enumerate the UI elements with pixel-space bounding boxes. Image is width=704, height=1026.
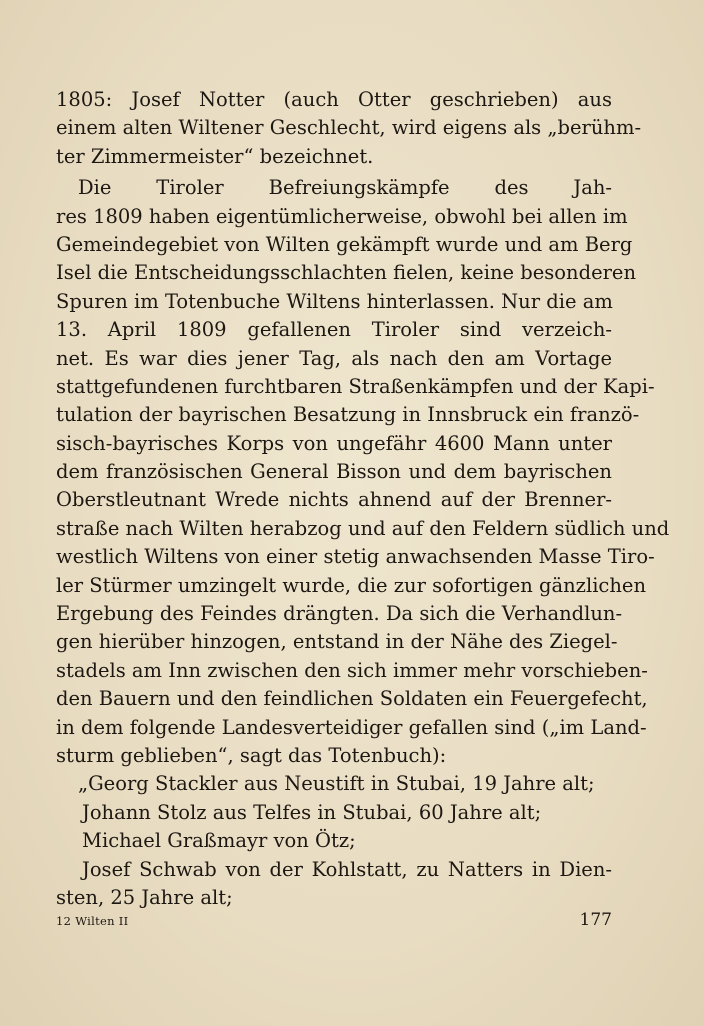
quote-line: sten, 25 Jahre alt;: [56, 885, 233, 909]
text-line: Isel die Entscheidungsschlachten fielen, keine besonderen: [56, 261, 637, 285]
quote-line: Michael Graßmayr von Ötz;: [82, 829, 356, 853]
text-line: 1805: Josef Notter (auch Otter geschrieben) aus: [56, 88, 612, 111]
text-line: einem alten Wiltener Geschlecht, wird eigens als „berühm-: [56, 116, 642, 140]
text-line: Ergebung des Feindes drängten. Da sich die Verhandlun-: [56, 602, 623, 626]
text-line: res 1809 haben eigentümlicherweise, obwohl bei allen im: [56, 204, 628, 228]
text-line: tulation der bayrischen Besatzung in Innsbruck ein franzö-: [56, 403, 640, 427]
text-line: Spuren im Totenbuche Wiltens hinterlassen. Nur die am: [56, 289, 613, 313]
text-line: ler Stürmer umzingelt wurde, die zur sofortigen gänzlichen: [56, 573, 647, 597]
text-line: ter Zimmermeister“ bezeichnet.: [56, 144, 374, 168]
text-line: Oberstleutnant Wrede nichts ahnend auf der Brenner-: [56, 488, 612, 512]
page-footer: [56, 910, 612, 934]
quote-line: „Georg Stackler aus Neustift in Stubai, 19 Jahre alt;: [78, 772, 595, 796]
text-line: gen hierüber hinzogen, entstand in der Nähe des Ziegel-: [56, 630, 618, 654]
text-line: straße nach Wilten herabzog und auf den Feldern südlich und: [56, 516, 670, 540]
text-line: dem französischen General Bisson und dem bayrischen: [56, 460, 612, 484]
quote-line: Josef Schwab von der Kohlstatt, zu Natters in Dien-: [82, 857, 612, 881]
signature-mark: 12 Wilten II: [56, 914, 129, 928]
text-line: net. Es war dies jener Tag, als nach den am Vortage: [56, 346, 612, 370]
quote-line: Johann Stolz aus Telfes in Stubai, 60 Jahre alt;: [82, 800, 542, 824]
page-number: 177: [579, 910, 612, 930]
text-line: Gemeindegebiet von Wilten gekämpft wurde und am Berg: [56, 232, 633, 256]
text-line: westlich Wiltens von einer stetig anwachsenden Masse Tiro-: [56, 545, 655, 569]
body-text: [56, 86, 670, 912]
text-line: sisch-bayrisches Korps von ungefähr 4600 Mann unter: [56, 431, 612, 455]
text-line: stattgefundenen furchtbaren Straßenkämpfen und der Kapi-: [56, 374, 655, 398]
text-line: Die Tiroler Befreiungskämpfe des Jah-: [78, 176, 612, 200]
text-line: 13. April 1809 gefallenen Tiroler sind verzeich-: [56, 318, 612, 342]
text-line: stadels am Inn zwischen den sich immer mehr vorschieben-: [56, 658, 648, 682]
text-line: in dem folgende Landesverteidiger gefallen sind („im Land-: [56, 715, 647, 739]
text-line: sturm geblieben“, sagt das Totenbuch):: [56, 743, 447, 767]
text-line: den Bauern und den feindlichen Soldaten ein Feuergefecht,: [56, 687, 648, 711]
